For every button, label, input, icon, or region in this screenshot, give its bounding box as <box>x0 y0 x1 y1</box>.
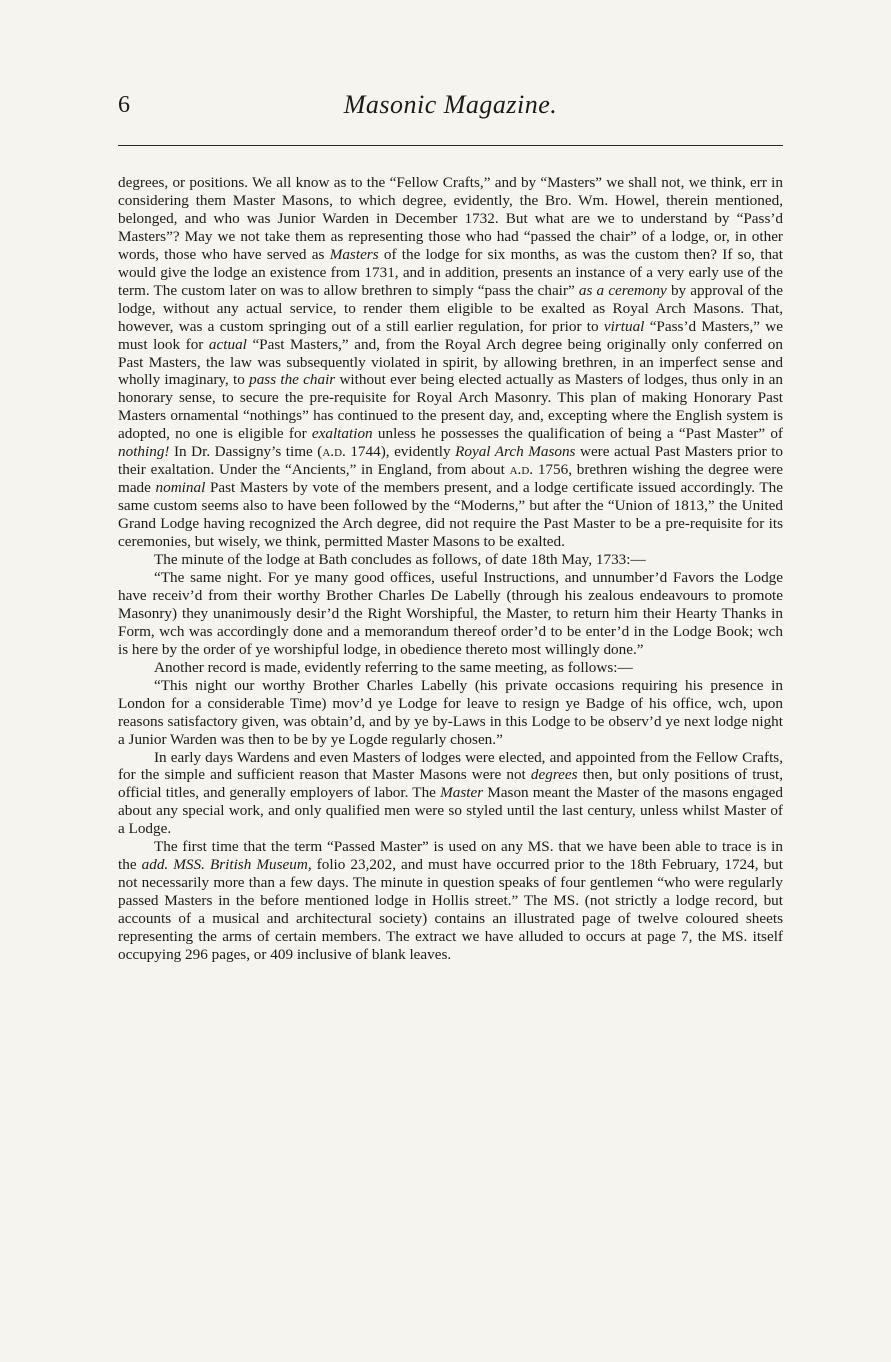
italic-text: Royal Arch Masons <box>455 443 576 461</box>
text-run: were actual Past Masters prior to their exaltation. Under the “Ancients,” in England, from about <box>118 443 783 479</box>
italic-text: virtual <box>603 317 645 335</box>
text-run: In Dr. Dassigny’s time ( <box>169 443 323 461</box>
italic-text: pass the chair <box>249 371 336 389</box>
text-run: 1756, brethren wishing the degree were made <box>118 461 783 497</box>
text-run: 1744), evidently <box>345 443 456 461</box>
text-run: folio 23,202, and must have occurred prior to the 18th February, 1724, but not necessarily more than a few days. The minute in question speaks of four gentlemen “who were regularly passed Masters in the before mentioned lodge in Hollis street.” The MS. (not strictly a lodge record, but accounts of a musical and architectural society) contains an illustrated page of twelve coloured sheets representing the arms of certain members. The extract we have alluded to occurs at page 7, the MS. itself occupying 296 pages, or 409 inclusive of blank leaves. <box>118 856 783 963</box>
text-run: Past Masters by vote of the members present, and a lodge certificate issued accordingly. The same custom seems also to have been followed by the “Moderns,” but after the “Union of 1813,” the United Grand Lodge having recognized the Arch degree, did not require the Past Master to be a pre-requisite for its ceremonies, but wisely, we think, permitted Master Masons to be exalted. <box>118 479 783 551</box>
italic-text: exaltation <box>311 425 373 443</box>
italic-text: Master <box>440 784 484 802</box>
text-run: “The same night. For ye many good offices, useful Instructions, and unnumber’d Favors the Lodge have receiv’d from their worthy Brother Charles De Labelly (through his zealous endeavours to promote Masonry) they unanimously desir’d the Right Worshipful, the Master, to return him their Hearty Thanks in Form, wch was accordingly done and a memorandum thereof order’d to be enter’d in the Lodge Book; wch is here by the order of ye worshipful lodge, in obedience thereto most willingly done.” <box>118 568 783 658</box>
italic-text: actual <box>208 335 247 353</box>
italic-text: degrees <box>530 766 578 784</box>
article-body <box>118 174 783 964</box>
text-run: by approval of the lodge, without any actual service, to render them eligible to be exalted as Royal Arch Masons. That, however, was a custom springing out of a still earlier regulation, for prior to <box>118 281 783 335</box>
body-paragraph <box>118 838 783 964</box>
body-paragraph <box>118 749 783 839</box>
text-run: degrees, or positions. We all know as to the “Fellow Crafts,” and by “Masters” we shall not, we think, err in considering them Master Masons, to which degree, evidently, the Bro. Wm. Howel, therein mentioned, belonged, and who was Junior Warden in December 1732. But what are we to understand by “Pass’d Masters”? May we not take them as representing those who had “passed the chair” of a lodge, or, in other words, those who have served as <box>118 174 783 263</box>
text-run: of the lodge for six months, as was the custom then? If so, that would give the lodge an existence from 1731, and in addition, presents an instance of a very early use of the term. The custom later on was to allow brethren to simply “pass the chair” <box>118 245 783 299</box>
small-caps-text: a.d. <box>509 461 534 479</box>
italic-text: add. MSS. British Museum, <box>141 856 312 874</box>
header-rule <box>118 145 783 146</box>
italic-text: nothing! <box>118 443 170 461</box>
text-run: Another record is made, evidently referring to the same meeting, as follows:— <box>154 658 633 676</box>
quoted-minute-paragraph <box>118 677 783 749</box>
body-paragraph <box>118 174 783 551</box>
text-run: without ever being elected actually as Masters of lodges, thus only in an honorary sense, to secure the pre-requisite for Royal Arch Masonry. This plan of making Honorary Past Masters ornamental “nothings” has continued to the present day, and, excepting where the English system is adopted, no one is eligible for <box>118 371 783 443</box>
text-run: unless he possesses the qualification of being a “Past Master” of <box>372 425 783 443</box>
italic-text: as a ceremony <box>578 281 667 299</box>
text-run: “Past Masters,” and, from the Royal Arch degree being originally only conferred on Past Masters, the law was subsequently violated in spirit, by allowing brethren, in an imperfect sense and wholly imaginary, to <box>118 335 783 389</box>
text-run: “Pass’d Masters,” we must look for <box>118 317 784 353</box>
text-run: The first time that the term “Passed Master” is used on any MS. that we have been able to trace is in the <box>118 838 783 874</box>
text-run: “This night our worthy Brother Charles Labelly (his private occasions requiring his presence in London for a considerable Time) mov’d ye Lodge for leave to resign ye Badge of his office, wch, upon reasons satisfactory given, was obtain’d, and by ye by-Laws in this Lodge to be observ’d ye next lodge night a Junior Warden was then to be by ye Logde regularly chosen.” <box>118 676 783 748</box>
page-header <box>118 86 783 126</box>
small-caps-text: a.d. <box>322 443 346 461</box>
body-paragraph <box>118 551 783 569</box>
italic-text: nominal <box>155 479 206 497</box>
text-run: Mason meant the Master of the masons engaged about any special work, and only qualified men were so styled until the last century, unless whilst Master of a Lodge. <box>118 784 784 838</box>
body-paragraph <box>118 659 783 677</box>
text-run: In early days Wardens and even Masters of lodges were elected, and appointed from the Fellow Crafts, for the simple and sufficient reason that Master Masons were not <box>118 748 783 784</box>
page-number: 6 <box>118 92 130 118</box>
italic-text: Masters <box>329 245 379 263</box>
running-title: Masonic Magazine. <box>343 90 558 119</box>
text-run: The minute of the lodge at Bath concludes as follows, of date 18th May, 1733:— <box>154 551 646 569</box>
quoted-minute-paragraph <box>118 569 783 659</box>
text-run: then, but only positions of trust, official titles, and generally employers of labor. The <box>118 766 783 802</box>
